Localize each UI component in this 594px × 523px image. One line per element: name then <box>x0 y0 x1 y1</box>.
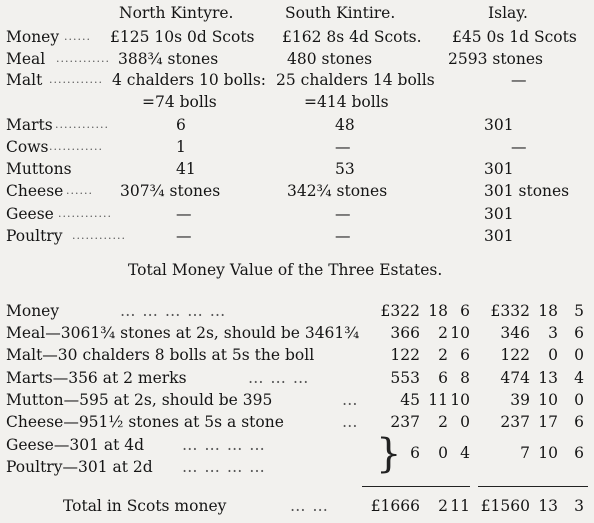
produce-leader-dots: ............ <box>72 229 126 242</box>
produce-leader-dots: ............ <box>58 207 112 220</box>
produce-south-kintire-value: 25 chalders 14 bolls <box>276 71 435 89</box>
section-title: Total Money Value of the Three Estates. <box>128 261 443 279</box>
value-b-pounds: 39 <box>510 391 530 409</box>
produce-south-kintire-value: — <box>335 227 351 245</box>
value-a-pounds: £322 <box>380 302 420 320</box>
value-b-pence: 6 <box>574 324 584 342</box>
value-b-shillings: 18 <box>538 302 558 320</box>
combined-b-pence: 6 <box>574 444 584 462</box>
value-a-pounds: 366 <box>390 324 420 342</box>
produce-islay-value: 301 <box>484 160 514 178</box>
produce-islay-value: — <box>511 138 527 156</box>
total-b-pounds: £1560 <box>480 497 530 515</box>
value-a-shillings: 2 <box>438 324 448 342</box>
value-a-pence: 8 <box>460 369 470 387</box>
total-a-pence: 11 <box>450 497 470 515</box>
value-a-pounds: 237 <box>390 413 420 431</box>
produce-south-kintire-value: — <box>335 205 351 223</box>
value-b-pounds: 474 <box>500 369 530 387</box>
value-a-shillings: 11 <box>428 391 448 409</box>
produce-north-kintyre-value: 4 chalders 10 bolls: <box>112 71 267 89</box>
value-a-pence: 10 <box>450 324 470 342</box>
produce-south-kintire-value: — <box>335 138 351 156</box>
produce-label: Meal <box>6 50 46 68</box>
total-a-shillings: 2 <box>438 497 448 515</box>
value-row-label: Malt—30 chalders 8 bolls at 5s the boll <box>6 346 315 364</box>
value-b-shillings: 13 <box>538 369 558 387</box>
value-b-pounds: 122 <box>500 346 530 364</box>
produce-label: Malt <box>6 71 43 89</box>
total-b-pence: 3 <box>574 497 584 515</box>
value-a-pence: 6 <box>460 346 470 364</box>
value-b-pence: 5 <box>574 302 584 320</box>
value-a-pounds: 45 <box>400 391 420 409</box>
total-rule-a <box>362 486 470 487</box>
value-b-pounds: 346 <box>500 324 530 342</box>
produce-north-kintyre-value: £125 10s 0d Scots <box>110 28 255 46</box>
produce-leader-dots: ............ <box>49 140 103 153</box>
value-row-leader-dots: … … … <box>248 369 310 387</box>
value-row-label: Meal—3061¾ stones at 2s, should be 3461¾ <box>6 324 360 342</box>
produce-label: Cheese <box>6 182 64 200</box>
value-a-shillings: 2 <box>438 346 448 364</box>
produce-label: Poultry <box>6 227 63 245</box>
combined-a-pence: 4 <box>460 444 470 462</box>
total-label: Total in Scots money <box>63 497 227 515</box>
value-row-leader-dots: … <box>342 391 359 409</box>
combined-a-shillings: 0 <box>438 444 448 462</box>
value-b-pence: 0 <box>574 391 584 409</box>
produce-north-kintyre-value: 307¾ stones <box>120 182 221 200</box>
produce-islay-value: 301 stones <box>484 182 570 200</box>
combined-b-shillings: 10 <box>538 444 558 462</box>
produce-south-kintire-value: 342¾ stones <box>287 182 388 200</box>
produce-north-kintyre-value: — <box>176 205 192 223</box>
produce-south-kintire-value: £162 8s 4d Scots. <box>282 28 422 46</box>
produce-north-kintyre-value: 41 <box>176 160 196 178</box>
produce-islay-value: £45 0s 1d Scots <box>452 28 577 46</box>
value-b-pence: 0 <box>574 346 584 364</box>
value-b-pounds: 237 <box>500 413 530 431</box>
produce-leader-dots: ...... <box>66 184 93 197</box>
produce-label: Cows <box>6 138 49 156</box>
value-b-pence: 6 <box>574 413 584 431</box>
value-a-pence: 10 <box>450 391 470 409</box>
produce-leader-dots: ............ <box>49 73 103 86</box>
value-row-label: Poultry—301 at 2d <box>6 458 153 476</box>
produce-islay-value: 301 <box>484 116 514 134</box>
total-leader-dots: … … <box>290 497 329 515</box>
value-a-pence: 6 <box>460 302 470 320</box>
brace-symbol: } <box>376 431 402 477</box>
value-row-leader-dots: … … … … <box>182 436 266 454</box>
produce-leader-dots: ...... <box>64 30 91 43</box>
value-row-label: Money <box>6 302 60 320</box>
column-header-islay: Islay. <box>488 4 528 22</box>
value-row-label: Cheese—951½ stones at 5s a stone <box>6 413 284 431</box>
produce-label: Muttons <box>6 160 72 178</box>
value-b-pounds: £332 <box>490 302 530 320</box>
value-row-label: Mutton—595 at 2s, should be 395 <box>6 391 273 409</box>
produce-north-kintyre-value: 388¾ stones <box>118 50 219 68</box>
produce-islay-value: — <box>511 71 527 89</box>
value-row-leader-dots: … … … … … <box>120 302 227 320</box>
value-b-shillings: 3 <box>548 324 558 342</box>
produce-north-kintyre-value: 6 <box>176 116 186 134</box>
value-b-shillings: 10 <box>538 391 558 409</box>
produce-label: Marts <box>6 116 53 134</box>
produce-islay-value: 2593 stones <box>448 50 543 68</box>
produce-south-kintire-value: =414 bolls <box>304 93 389 111</box>
value-b-shillings: 17 <box>538 413 558 431</box>
produce-south-kintire-value: 48 <box>335 116 355 134</box>
produce-south-kintire-value: 480 stones <box>287 50 373 68</box>
value-row-leader-dots: … <box>342 413 359 431</box>
value-b-pence: 4 <box>574 369 584 387</box>
produce-label: Geese <box>6 205 54 223</box>
produce-islay-value: 301 <box>484 227 514 245</box>
combined-a-pounds: 6 <box>410 444 420 462</box>
produce-north-kintyre-value: =74 bolls <box>142 93 217 111</box>
total-a-pounds: £1666 <box>370 497 420 515</box>
value-a-shillings: 2 <box>438 413 448 431</box>
produce-leader-dots: ............ <box>55 118 109 131</box>
produce-south-kintire-value: 53 <box>335 160 355 178</box>
produce-north-kintyre-value: 1 <box>176 138 186 156</box>
value-a-pence: 0 <box>460 413 470 431</box>
value-a-pounds: 122 <box>390 346 420 364</box>
total-rule-b <box>478 486 588 487</box>
value-a-shillings: 6 <box>438 369 448 387</box>
value-row-leader-dots: … … … … <box>182 458 266 476</box>
column-header-north-kintyre: North Kintyre. <box>119 4 234 22</box>
value-a-shillings: 18 <box>428 302 448 320</box>
column-header-south-kintire: South Kintire. <box>285 4 396 22</box>
value-row-label: Geese—301 at 4d <box>6 436 145 454</box>
value-b-shillings: 0 <box>548 346 558 364</box>
produce-north-kintyre-value: — <box>176 227 192 245</box>
produce-leader-dots: ............ <box>56 52 110 65</box>
produce-islay-value: 301 <box>484 205 514 223</box>
total-b-shillings: 13 <box>538 497 558 515</box>
combined-b-pounds: 7 <box>520 444 530 462</box>
value-a-pounds: 553 <box>390 369 420 387</box>
produce-label: Money <box>6 28 60 46</box>
value-row-label: Marts—356 at 2 merks <box>6 369 187 387</box>
